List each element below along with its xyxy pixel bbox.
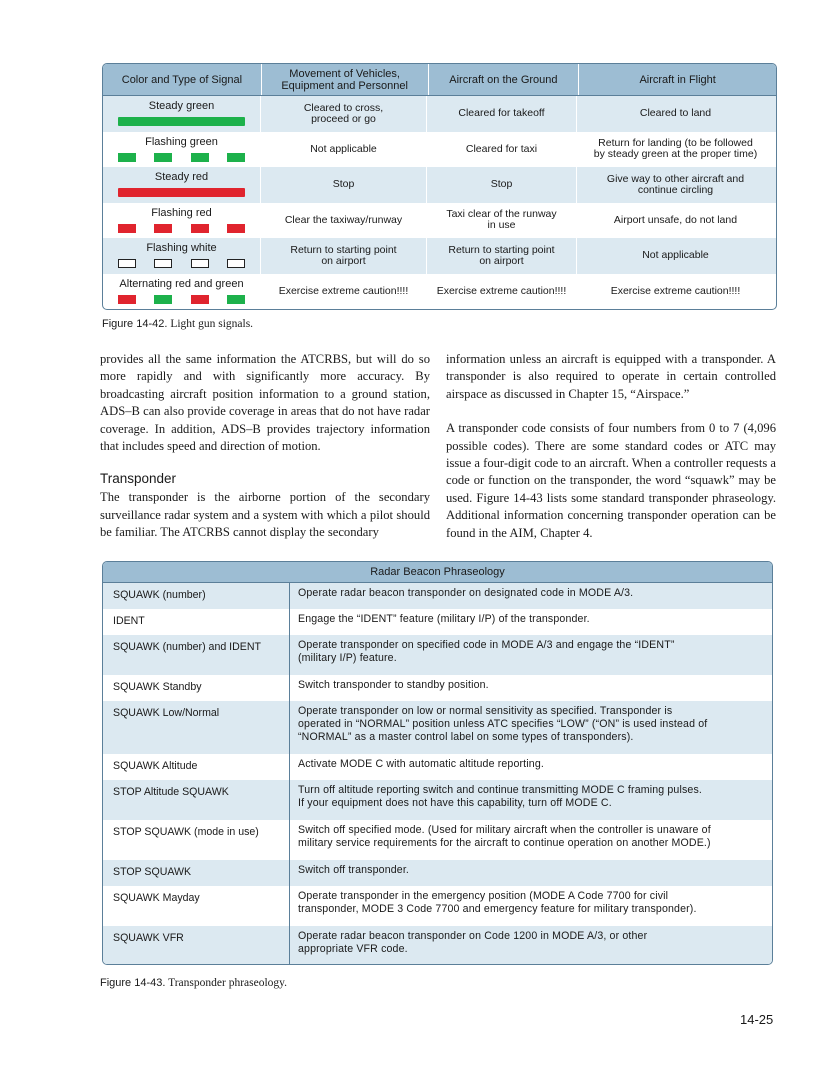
vehicles-cell: Not applicable — [261, 132, 427, 168]
signal-cell — [103, 274, 261, 310]
light-gun-header-row — [103, 64, 776, 96]
phrase-definition: Activate MODE C with automatic altitude reporting. — [298, 758, 544, 770]
section-heading-transponder: Transponder — [100, 471, 177, 487]
phrase-term: SQUAWK Mayday — [103, 886, 290, 926]
vehicles-cell: Clear the taxiway/runway — [261, 203, 427, 239]
phrase-definition: Operate transponder in the emergency position (MODE A Code 7700 for civil transponder, MODE 3 Code 7700 and emergency feature for military transponder). — [298, 890, 697, 916]
paragraph-adsb: provides all the same information the ATCRBS, but will do so more rapidly and with significantly more accuracy. By broadcasting aircraft position information to a ground station, ADS–B can also provide coverage in areas that do not have radar coverage. In addition, ADS–B provides trajectory information that includes speed and direction of motion. — [100, 352, 430, 454]
phraseology-row — [103, 635, 772, 675]
header-flight: Aircraft in Flight — [639, 73, 716, 86]
phrase-term: SQUAWK Standby — [103, 675, 290, 701]
page-number: 14-25 — [740, 1012, 774, 1027]
paragraph-transponder: The transponder is the airborne portion of the secondary surveillance radar system and a system with which a pilot should be familiar. The ATCRBS cannot display the secondary — [100, 490, 430, 540]
figure-caption-light-gun — [102, 318, 253, 330]
signal-light-icon — [118, 224, 245, 233]
signal-segment — [118, 259, 136, 268]
phrase-term: SQUAWK VFR — [103, 926, 290, 964]
right-text-column — [446, 351, 776, 542]
left-text-column — [100, 351, 430, 542]
caption-label: Figure 14-43. — [100, 977, 166, 989]
ground-cell: Taxi clear of the runway in use — [427, 203, 577, 239]
paragraph-transponder-required: information unless an aircraft is equipped with a transponder. A transponder is also required to operate in certain controlled airspace as discussed in Chapter 15, “Airspace.” — [446, 352, 776, 401]
signal-segment — [227, 295, 245, 304]
signal-light-icon — [118, 117, 245, 126]
signal-segment — [154, 153, 172, 162]
phrase-definition: Engage the “IDENT” feature (military I/P) of the transponder. — [298, 613, 590, 625]
phraseology-row — [103, 926, 772, 964]
phrase-definition: Switch off transponder. — [298, 864, 410, 876]
phrase-definition: Operate radar beacon transponder on designated code in MODE A/3. — [298, 587, 634, 599]
signal-cell — [103, 238, 261, 274]
light-gun-rows — [103, 96, 776, 309]
header-signal: Color and Type of Signal — [103, 64, 262, 95]
flight-cell: Exercise extreme caution!!!! — [610, 284, 741, 297]
vehicles-cell: Cleared to cross, proceed or go — [261, 96, 427, 132]
phrase-term: SQUAWK Low/Normal — [103, 701, 290, 754]
signal-light-icon — [118, 153, 245, 162]
signal-light-icon — [118, 188, 245, 197]
phrase-definition: Switch off specified mode. (Used for military aircraft when the controller is unaware of military service requirements for the aircraft to continue operation on another MODE.) — [298, 824, 711, 850]
ground-cell: Cleared for takeoff — [427, 96, 577, 132]
signal-name: Flashing red — [151, 206, 212, 219]
phraseology-row — [103, 820, 772, 860]
signal-name: Steady red — [154, 171, 209, 183]
phrase-term: SQUAWK (number) and IDENT — [103, 635, 290, 675]
signal-name: Steady green — [148, 100, 215, 112]
phraseology-row — [103, 675, 772, 701]
signal-row — [103, 203, 776, 239]
phrase-term: STOP Altitude SQUAWK — [103, 780, 290, 820]
header-ground: Aircraft on the Ground — [429, 64, 580, 95]
phraseology-row — [103, 583, 772, 609]
signal-segment — [227, 224, 245, 233]
signal-cell — [103, 167, 261, 203]
phrase-term: STOP SQUAWK (mode in use) — [103, 820, 290, 860]
radar-beacon-phraseology-table — [102, 561, 773, 965]
ground-cell: Return to starting point on airport — [427, 238, 577, 274]
signal-name: Flashing green — [145, 135, 218, 148]
signal-segment — [118, 224, 136, 233]
flight-cell: Give way to other aircraft and continue circling — [606, 172, 745, 196]
header-vehicles: Movement of Vehicles, Equipment and Personnel — [262, 64, 429, 95]
signal-cell — [103, 96, 261, 132]
phraseology-row — [103, 754, 772, 780]
signal-segment — [191, 153, 209, 162]
signal-cell — [103, 132, 261, 168]
ground-cell: Stop — [427, 167, 577, 203]
phrase-definition: Operate transponder on specified code in MODE A/3 and engage the “IDENT” (military I/P) feature. — [298, 639, 675, 665]
signal-segment — [118, 153, 136, 162]
ground-cell: Exercise extreme caution!!!! — [427, 274, 577, 310]
signal-segment — [191, 259, 209, 268]
figure-caption-transponder — [100, 977, 287, 989]
phrase-definition: Operate transponder on low or normal sensitivity as specified. Transponder is operated in “NORMAL” position unless ATC specifies “LOW” (“ON” is used instead of “NORMAL” as a master control label on some types of transponders). — [298, 705, 708, 744]
light-gun-signals-table — [102, 63, 777, 310]
signal-row — [103, 96, 776, 132]
phrase-term: STOP SQUAWK — [103, 860, 290, 886]
signal-row — [103, 132, 776, 168]
signal-row — [103, 167, 776, 203]
flight-cell: Airport unsafe, do not land — [613, 213, 738, 226]
phrase-definition: Turn off altitude reporting switch and continue transmitting MODE C framing pulses. If your equipment does not have this capability, turn off MODE C. — [298, 784, 703, 810]
signal-segment — [227, 153, 245, 162]
phraseology-row — [103, 886, 772, 926]
paragraph-transponder-code: A transponder code consists of four numbers from 0 to 7 (4,096 possible codes). There are some standard codes or ATC may issue a four-digit code to an aircraft. When a controller requests a code or function on the transponder, the word “squawk” may be used. Figure 14-43 lists some standard transponder phraseology. Additional information concerning transponder operation can be found in the AIM, Chapter 4. — [446, 421, 776, 540]
signal-segment — [227, 259, 245, 268]
vehicles-cell: Return to starting point on airport — [261, 238, 427, 274]
signal-segment — [154, 224, 172, 233]
signal-name: Flashing white — [146, 242, 217, 254]
table-title: Radar Beacon Phraseology — [103, 562, 772, 583]
phrase-definition: Switch transponder to standby position. — [298, 679, 489, 691]
phraseology-row — [103, 860, 772, 886]
phrase-definition: Operate radar beacon transponder on Code 1200 in MODE A/3, or other appropriate VFR code. — [298, 930, 648, 956]
signal-row — [103, 274, 776, 310]
signal-cell — [103, 203, 261, 239]
signal-row — [103, 238, 776, 274]
phrase-term: IDENT — [103, 609, 290, 635]
ground-cell: Cleared for taxi — [427, 132, 577, 168]
signal-segment — [118, 295, 136, 304]
signal-name: Alternating red and green — [119, 277, 244, 290]
phraseology-row — [103, 701, 772, 754]
signal-segment — [191, 224, 209, 233]
flight-cell: Return for landing (to be followed by steady green at the proper time) — [593, 137, 758, 161]
signal-light-icon — [118, 259, 245, 268]
phrase-term: SQUAWK (number) — [103, 583, 290, 609]
phraseology-row — [103, 780, 772, 820]
flight-cell: Cleared to land — [639, 107, 712, 120]
signal-light-icon — [118, 295, 245, 304]
vehicles-cell: Stop — [261, 167, 427, 203]
signal-segment — [191, 295, 209, 304]
phraseology-row — [103, 609, 772, 635]
vehicles-cell: Exercise extreme caution!!!! — [261, 274, 427, 310]
flight-cell: Not applicable — [642, 249, 709, 262]
caption-text: Light gun signals. — [167, 318, 254, 330]
caption-label: Figure 14-42. — [102, 318, 168, 330]
caption-text: Transponder phraseology. — [165, 977, 288, 989]
signal-segment — [154, 259, 172, 268]
radar-beacon-rows — [103, 583, 772, 964]
phrase-term: SQUAWK Altitude — [103, 754, 290, 780]
signal-segment — [154, 295, 172, 304]
